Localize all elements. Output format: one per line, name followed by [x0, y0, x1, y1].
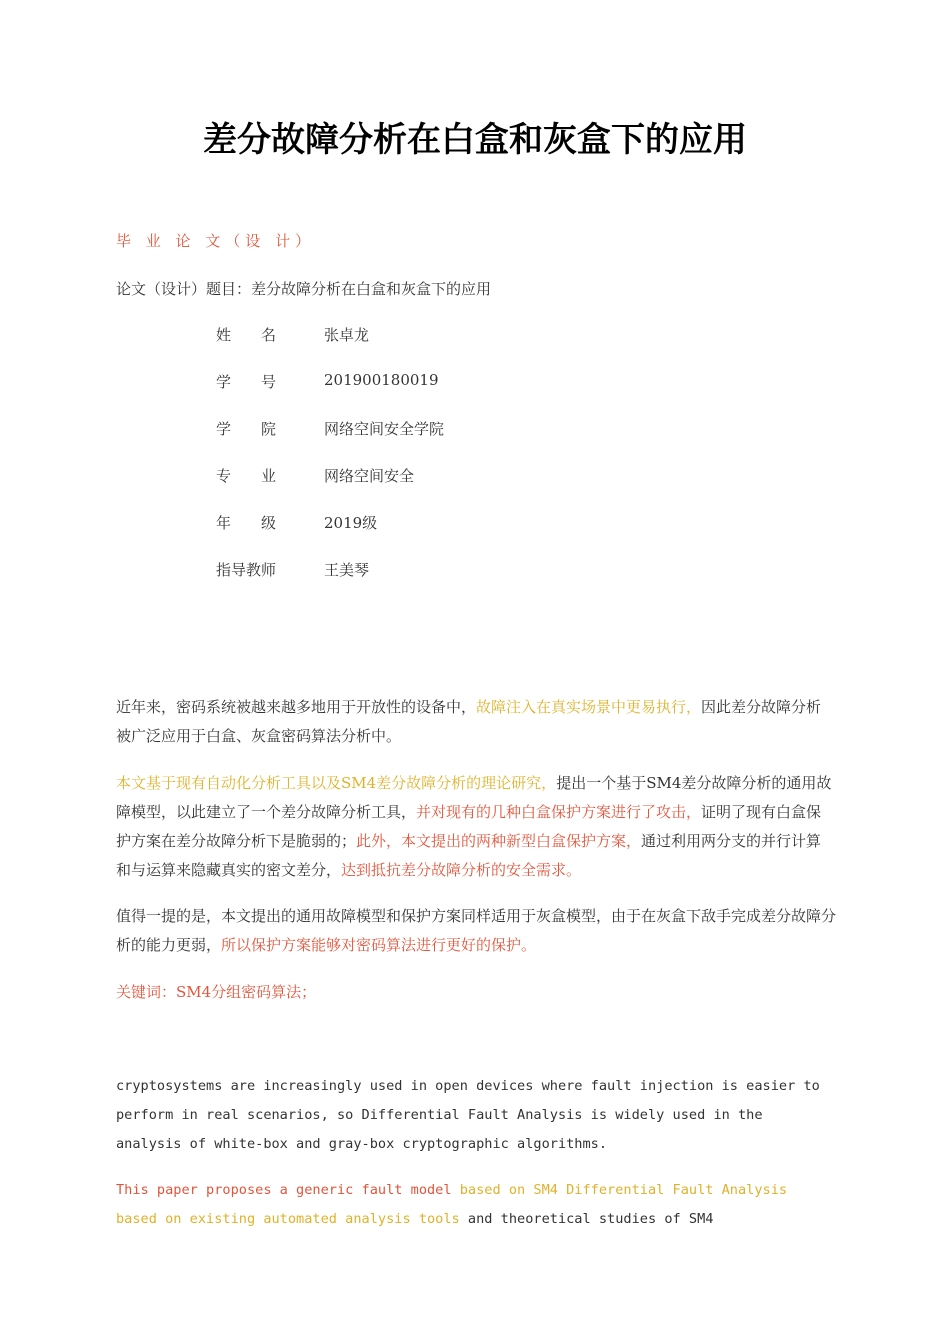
abstract-cn-paragraph-3 [116, 902, 836, 960]
info-value: 王美琴 [324, 561, 370, 579]
info-row-school [216, 418, 444, 465]
abstract-en-paragraph-1: cryptosystems are increasingly used in open devices where fault injection is easier to perform in real scenarios, so Differential Fault Analysis is widely used in the analysis of white-box and gray-box cryptographic algorithms. [116, 1078, 820, 1152]
highlight-span: 此外，本文提出的两种新型白盒保护方案， [356, 832, 642, 850]
highlight-span: 所以保护方案能够对密码算法进行更好的保护。 [221, 936, 537, 954]
highlight-span: This paper proposes a generic fault model [116, 1182, 460, 1198]
info-value: 张卓龙 [324, 326, 370, 344]
info-row-major [216, 465, 444, 512]
info-value: 网络空间安全 [324, 467, 415, 485]
highlight-span: 并对现有的几种白盒保护方案进行了攻击， [416, 803, 702, 821]
info-label: 年 级 [216, 514, 277, 532]
info-value: 2019级 [324, 514, 378, 532]
text-span: 提出一个基于SM4差分故障分析的通用故障模型，以此建立了一个差分故障分析工具， [116, 774, 832, 821]
keywords-line: 关键词：SM4分组密码算法； [116, 983, 317, 1001]
text-span: 通过利用两分支的并行计算和与运算来隐藏真实的密文差分， [116, 832, 822, 879]
abstract-cn-paragraph-1 [116, 693, 836, 751]
info-row-grade [216, 512, 444, 559]
info-row-id [216, 371, 444, 418]
info-label: 学 院 [216, 420, 277, 438]
text-span: 近年来，密码系统被越来越多地用于开放性的设备中， [116, 698, 477, 716]
info-value: 201900180019 [324, 371, 439, 389]
text-span: 证明了现有白盒保护方案在差分故障分析下是脆弱的； [116, 803, 822, 850]
highlight-span: 本文基于现有自动化分析工具以及SM4差分故障分析的理论研究， [116, 774, 557, 792]
thesis-label: 毕 业 论 文（设 计） [116, 232, 316, 250]
highlight-span: 达到抵抗差分故障分析的安全需求。 [341, 861, 582, 879]
info-row-advisor [216, 559, 444, 606]
topic-line: 论文（设计）题目：差分故障分析在白盒和灰盒下的应用 [116, 280, 492, 298]
info-table [216, 324, 444, 606]
highlight-span: 故障注入在真实场景中更易执行， [476, 698, 702, 716]
info-label: 姓 名 [216, 326, 277, 344]
info-label: 学 号 [216, 373, 277, 391]
page-title: 差分故障分析在白盒和灰盒下的应用 [203, 120, 747, 160]
info-label: 专 业 [216, 467, 277, 485]
info-label: 指导教师 [216, 561, 277, 579]
info-value: 网络空间安全学院 [324, 420, 445, 438]
abstract-cn-paragraph-2 [116, 769, 836, 885]
abstract-en-paragraph-2 [116, 1176, 836, 1234]
text-span: and theoretical studies of SM4 [459, 1211, 714, 1227]
text-span: 因此差分故障分析被广泛应用于白盒、灰盒密码算法分析中。 [116, 698, 822, 745]
info-row-name [216, 324, 444, 371]
text-span: 值得一提的是，本文提出的通用故障模型和保护方案同样适用于灰盒模型，由于在灰盒下敌手完成差分故障分析的能力更弱， [116, 907, 837, 954]
highlight-span: based on SM4 Differential Fault Analysis based on existing automated analysis tools [116, 1182, 788, 1227]
